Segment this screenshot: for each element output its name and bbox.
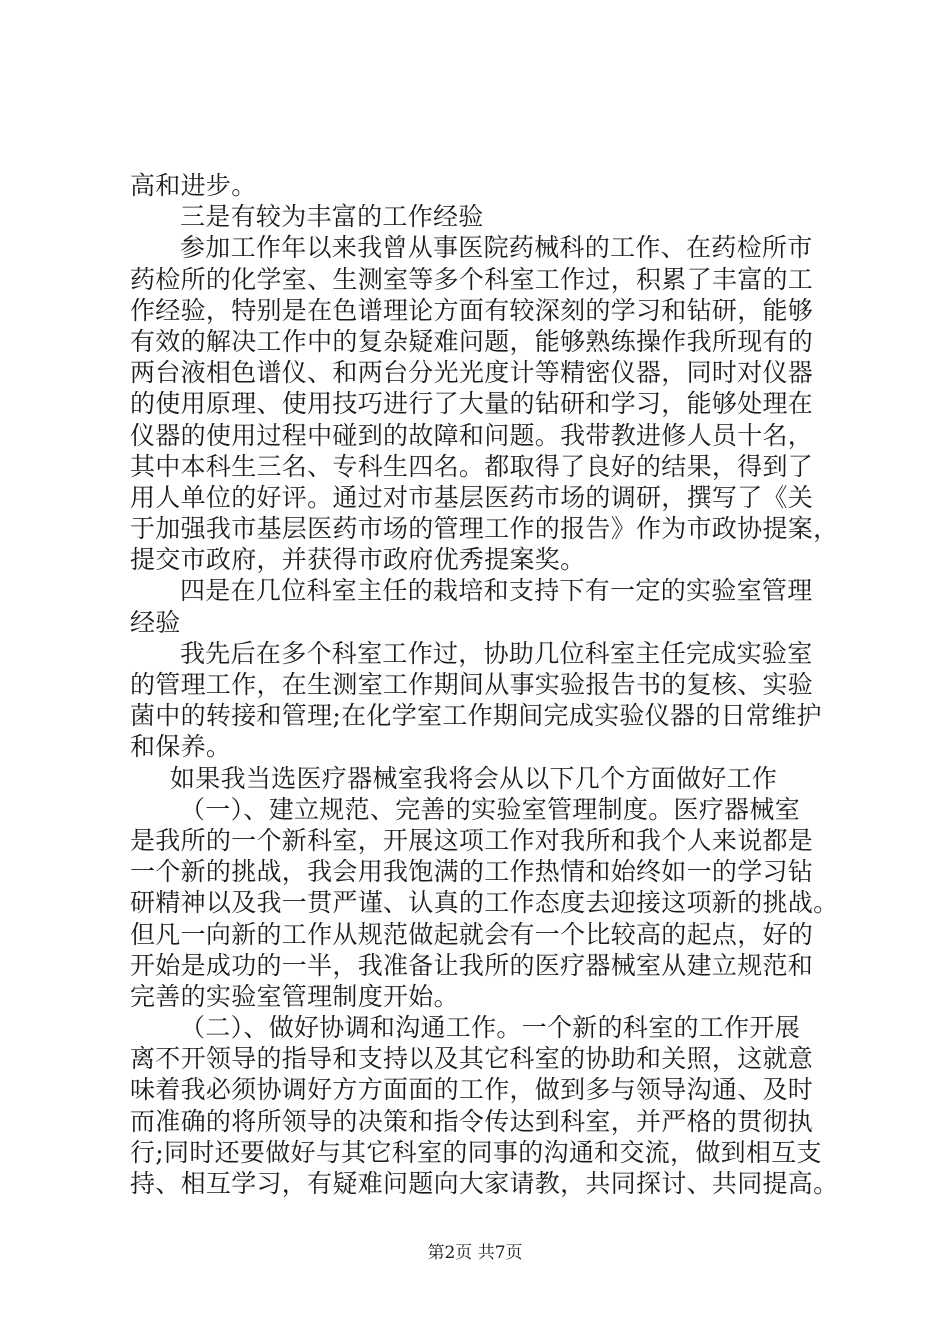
text-line: 药检所的化学室、生测室等多个科室工作过，积累了丰富的工 [130, 264, 814, 294]
text-line: 的管理工作，在生测室工作期间从事实验报告书的复核、实验 [130, 670, 814, 699]
text-line: 用人单位的好评。通过对市基层医药市场的调研，撰写了《关 [130, 482, 814, 512]
text-line: （一）、建立规范、完善的实验室管理制度。医疗器械室 [180, 794, 801, 824]
text-line: （二）、做好协调和沟通工作。一个新的科室的工作开展 [180, 1013, 801, 1043]
text-line: 如果我当选医疗器械室我将会从以下几个方面做好工作 [170, 763, 778, 793]
text-line: 持、相互学习，有疑难问题向大家请教，共同探讨、共同提高。 [130, 1169, 839, 1198]
text-line: 和保养。 [130, 732, 232, 762]
page-footer: 第2页 共7页 [427, 1243, 523, 1263]
text-line: 开始是成功的一半，我准备让我所的医疗器械室从建立规范和 [130, 950, 814, 980]
text-line: 是我所的一个新科室，开展这项工作对我所和我个人来说都是 [130, 825, 814, 855]
text-line: 高和进步。 [130, 171, 257, 200]
text-line: 其中本科生三名、专科生四名。都取得了良好的结果，得到了 [130, 451, 814, 481]
text-line: 于加强我市基层医药市场的管理工作的报告》作为市政协提案， [130, 514, 839, 544]
text-line: 有效的解决工作中的复杂疑难问题，能够熟练操作我所现有的 [130, 326, 814, 356]
text-line: 参加工作年以来我曾从事医院药械科的工作、在药检所市 [180, 233, 813, 263]
text-line: 行;同时还要做好与其它科室的同事的沟通和交流，做到相互支 [130, 1137, 822, 1167]
text-line: 四是在几位科室主任的栽培和支持下有一定的实验室管理 [180, 576, 813, 606]
text-line: 三是有较为丰富的工作经验 [180, 202, 484, 232]
text-line: 研精神以及我一贯严谨、认真的工作态度去迎接这项新的挑战。 [130, 888, 839, 918]
text-line: 但凡一向新的工作从规范做起就会有一个比较高的起点，好的 [130, 919, 814, 949]
text-line: 仪器的使用过程中碰到的故障和问题。我带教进修人员十名， [130, 420, 814, 450]
text-line: 的使用原理、使用技巧进行了大量的钻研和学习，能够处理在 [130, 389, 814, 419]
text-line: 一个新的挑战，我会用我饱满的工作热情和始终如一的学习钻 [130, 857, 814, 887]
text-line: 味着我必须协调好方方面面的工作，做到多与领导沟通、及时 [130, 1075, 814, 1105]
text-line: 我先后在多个科室工作过，协助几位科室主任完成实验室 [180, 638, 813, 668]
text-line: 菌中的转接和管理;在化学室工作期间完成实验仪器的日常维护 [130, 701, 822, 731]
text-line: 作经验，特别是在色谱理论方面有较深刻的学习和钻研，能够 [130, 295, 814, 325]
text-line: 两台液相色谱仪、和两台分光光度计等精密仪器，同时对仪器 [130, 358, 814, 388]
document-body [130, 170, 839, 1199]
text-line: 提交市政府，并获得市政府优秀提案奖。 [130, 545, 586, 575]
text-line: 完善的实验室管理制度开始。 [130, 981, 459, 1011]
text-line: 经验 [130, 607, 181, 637]
text-line: 离不开领导的指导和支持以及其它科室的协助和关照，这就意 [130, 1044, 814, 1074]
text-line: 而准确的将所领导的决策和指令传达到科室，并严格的贯彻执 [130, 1106, 814, 1136]
